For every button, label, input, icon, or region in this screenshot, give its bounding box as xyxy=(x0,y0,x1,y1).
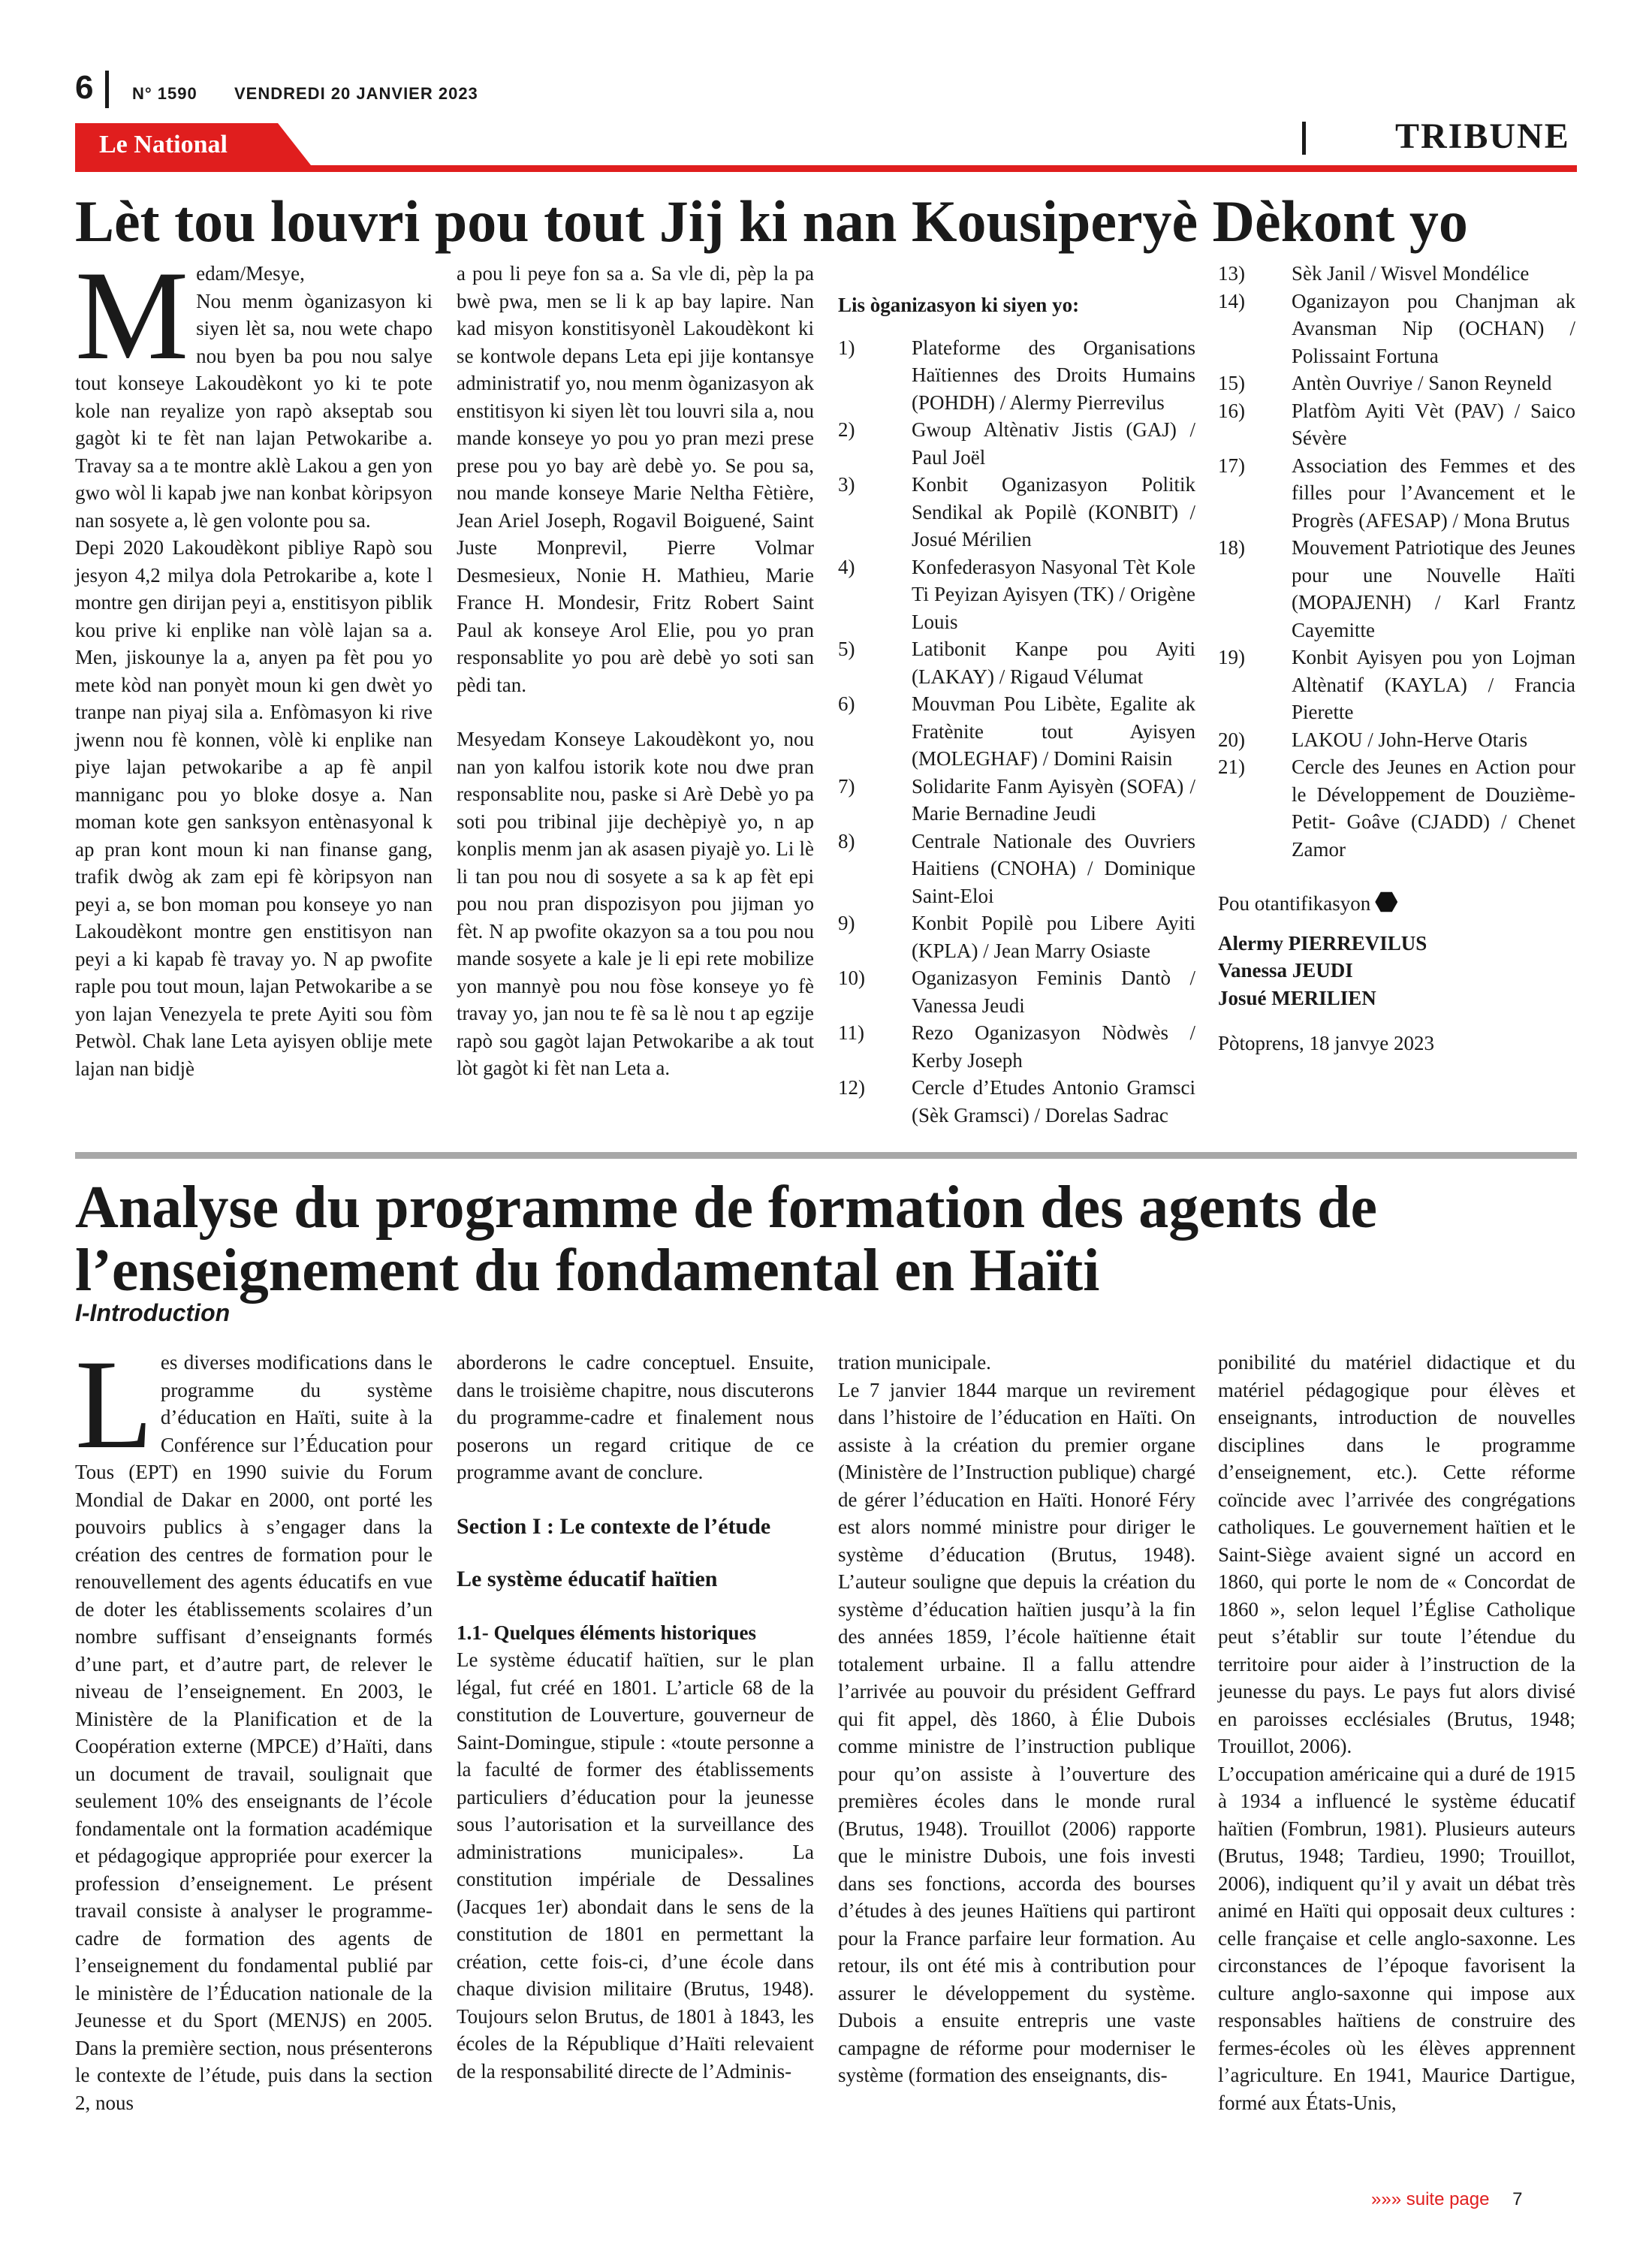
paragraph: a pou li peye fon sa a. Sa vle di, pèp la pa bwè pwa, men se li k ap bay lapire. Nan kad misyon konstitisyonèl Lakoudèkont ki se kontwole depans Leta epi jije kontansye administratif yo, nou menm òganizasyon ak enstitisyon ki siyen lèt tou louvri sila a, nou mande konseye yo pou yo pran mezi prese prese pou yo bay arè debè yo. Se pou sa, nou mande konseye Marie Neltha Fètière, Jean Ariel Joseph, Rogavil Boiguené, Saint Juste Monprevil, Pierre Volmar Desmesieux, Nonie H. Mathieu, Marie France H. Mondesir, Fritz Robert Saint Paul ak konseye Arol Elie, pou yo pran responsablite yo pou arè debè yo soti san pèdi tan. xyxy=(457,262,814,696)
list-item xyxy=(838,828,1195,910)
list-item xyxy=(838,690,1195,773)
place-date: Pòtoprens, 18 janvye 2023 xyxy=(1218,1032,1434,1054)
list-item-text: Association des Femmes et des filles pour l’Avancement et le Progrès (AFESAP) / Mona Brutus xyxy=(1292,454,1575,532)
article-column xyxy=(838,1349,1195,2089)
signatory-name: Alermy PIERREVILUS xyxy=(1218,931,1427,955)
list-item-number: 16) xyxy=(1218,399,1245,422)
list-item xyxy=(838,909,1195,964)
paragraph: ponibilité du matériel didactique et du matériel pédagogique pour élèves et enseignants, introduction de nouvelles disciplines dans le programme d’enseignement, etc.). Cette réforme coïncide avec l’arrivée des congrégations catholiques. Le gouvernement haïtien et le Saint-Siège avaient signé un accord en 1860, qui porte le nom de « Concordat de 1860 », selon lequel l’Église Catholique peut s’établir sur toute l’étendue du territoire pour aider à l’instruction de la jeunesse du pays. Le pays fut alors divisé en paroisses ecclésiales (Brutus, 1948; Trouillot, 2006). xyxy=(1218,1351,1575,1757)
list-item-text: Sèk Janil / Wisvel Mondélice xyxy=(1292,262,1530,285)
list-item-text: Mouvman Pou Libète, Egalite ak Fratènite tout Ayisyen (MOLEGHAF) / Domini Raisin xyxy=(912,692,1195,770)
continued-label: suite page xyxy=(1406,2189,1490,2209)
list-item xyxy=(1218,260,1575,288)
paragraph: L’occupation américaine qui a duré de 1915 à 1934 a influencé le système éducatif haïtien (Fombrun, 1981). Plusieurs auteurs (Brutus, 1948; Tardieu, 1990; Trouillot, 2006), indiquent qu’il y avait un débat très animé en Haïti qui opposait deux cultures : celle française et celle anglo-saxonne. Les circonstances de l’époque favorisent la culture anglo-saxonne qui impose aux responsables haïtiens de construire des fermes-écoles où les élèves apprennent l’agriculture. En 1941, Maurice Dartigue, formé aux États-Unis, xyxy=(1218,1762,1575,2114)
article-column xyxy=(457,1349,814,2085)
signatory-list-continued xyxy=(1218,260,1575,1057)
list-item-number: 6) xyxy=(838,692,855,715)
section-subheading: Le système éducatif haïtien xyxy=(457,1567,718,1591)
list-item xyxy=(1218,369,1575,397)
list-item xyxy=(1218,644,1575,726)
list-item xyxy=(1218,726,1575,754)
article-separator xyxy=(75,1152,1577,1159)
article-column xyxy=(457,260,814,1082)
list-item-number: 5) xyxy=(838,638,855,660)
list-item xyxy=(1218,397,1575,452)
list-item-text: Plateforme des Organisations Haïtiennes des Droits Humains (POHDH) / Alermy Pierrevilus xyxy=(912,336,1195,414)
article-subtitle: I-Introduction xyxy=(75,1299,231,1326)
section-divider xyxy=(1302,122,1306,155)
list-item-text: Konbit Ayisyen pou yon Lojman Altènatif (KAYLA) / Francia Pierette xyxy=(1292,646,1575,723)
article-title: Lèt tou louvri pou tout Jij ki nan Kousiperyè Dèkont yo xyxy=(75,189,1468,254)
list-item-text: Oganizasyon Feminis Dantò / Vanessa Jeudi xyxy=(912,967,1195,1017)
list-heading: Lis òganizasyon ki siyen yo: xyxy=(838,294,1080,316)
list-item-text: Cercle d’Etudes Antonio Gramsci (Sèk Gramsci) / Dorelas Sadrac xyxy=(912,1076,1195,1126)
list-item-number: 17) xyxy=(1218,454,1245,477)
list-item xyxy=(838,471,1195,553)
list-item-number: 2) xyxy=(838,418,855,441)
list-item-number: 13) xyxy=(1218,262,1245,285)
list-item xyxy=(1218,534,1575,644)
list-item-number: 10) xyxy=(838,967,865,989)
list-item-text: Centrale Nationale des Ouvriers Haitiens (CNOHA) / Dominique Saint-Eloi xyxy=(912,829,1195,907)
paragraph: Le 7 janvier 1844 marque un revirement dans l’histoire de l’éducation en Haïti. On assiste à la création du premier organe (Ministère de l’Instruction publique) chargé de gérer l’éducation en Haïti. Honoré Féry est alors nommé ministre pour diriger le système d’éducation (Brutus, 1948). L’auteur souligne que depuis la création du système d’éducation haïtien jusqu’à la fin des années 1859, l’école haïtienne était totalement urbaine. Il a fallu attendre l’arrivée au pouvoir du président Geffrard qui fit appel, dès 1860, à Élie Dubois comme ministre de l’instruction publique pour qu’on assiste à l’ouverture des premières écoles dans le monde rural (Brutus, 1948). Trouillot (2006) rapporte que le ministre Dubois, une fois investi dans ses fonctions, accorda des bourses d’études à des jeunes Haïtiens qui partiront pour la France parfaire leur formation. Au retour, ils ont été mis à contribution pour assurer le développement du système. Dubois a ensuite entrepris une vaste campagne de réforme pour moderniser le système (formation des enseignants, dis- xyxy=(838,1378,1195,2086)
list-item-number: 3) xyxy=(838,473,855,496)
continued-page: 7 xyxy=(1512,2189,1523,2209)
list-item-number: 7) xyxy=(838,774,855,798)
list-item-number: 8) xyxy=(838,829,855,852)
list-item xyxy=(838,1019,1195,1074)
list-item-text: Solidarite Fanm Ayisyèn (SOFA) / Marie Bernadine Jeudi xyxy=(912,774,1195,825)
list-item xyxy=(838,334,1195,417)
list-item xyxy=(1218,452,1575,535)
paragraph: aborderons le cadre conceptuel. Ensuite, dans le troisième chapitre, nous discuterons du programme-cadre et finalement nous poserons un regard critique de ce programme avant de conclure. xyxy=(457,1351,814,1483)
section-label: TRIBUNE xyxy=(1395,116,1570,156)
paragraph: tration municipale. xyxy=(838,1351,991,1374)
list-item xyxy=(1218,753,1575,863)
page-number: 6 xyxy=(75,69,94,106)
paragraph: Nou menm òganizasyon ki siyen lèt sa, nou wete chapo nou byen ba pou nou salye tout konseye Lakoudèkont yo ki te pote kole nan reyalize yon rapò akseptab sou gagòt ki te fèt nan lajan Petwokaribe a. Travay sa a te montre aklè Lakou a gen yon gwo wòl li kapab jwe nan konbat kòripsyon nan sosyete a, lè gen volonte pou sa. xyxy=(75,289,433,532)
list-item-text: Gwoup Altènativ Jistis (GAJ) / Paul Joël xyxy=(912,418,1195,469)
list-item-number: 4) xyxy=(838,555,855,578)
list-item-text: Konbit Popilè pou Libere Ayiti (KPLA) / Jean Marry Osiaste xyxy=(912,912,1195,962)
salutation: edam/Mesye, xyxy=(196,262,305,285)
paragraph: es diverses modifications dans le programme du système d’éducation en Haïti, suite à la Conférence sur l’Éducation pour Tous (EPT) en 1990 suivie du Forum Mondial de Dakar en 2000, ont porté les pouvoirs publics à s’engager dans la création des centres de formation pour le renouvellement des agents éducatifs en vue de doter les établissements scolaires d’un nombre suffisant d’enseignants formés d’une part, et d’autre part, de relever le niveau de l’enseignement. En 2003, le Ministère de la Planification et de la Coopération externe (MPCE) d’Haïti, dans un document de travail, soulignait que seulement 10% des enseignants de l’école fondamentale ont la formation académique et pédagogique appropriée pour exercer la profession d’enseignement. Le présent travail consiste à analyser le programme-cadre de formation des agents de l’enseignement du fondamental publié par le ministère de l’Éducation nationale de la Jeunesse et du Sport (MENJS) en 2005. Dans la première section, nous présenterons le contexte de l’étude, puis dans la section 2, nous xyxy=(75,1351,433,2114)
list-item-text: Latibonit Kanpe pou Ayiti (LAKAY) / Rigaud Vélumat xyxy=(912,638,1195,688)
paragraph: Mesyedam Konseye Lakoudèkont yo, nou nan yon kalfou istorik kote nou dwe pran responsablite nou, paske si Arè Debè yo pa soti pou tribinal jije dechèpiyè yo, n ap konplis menm jan ak asasen piyajè yo. Li lè li tan pou nou di sosyete a sa k ap fèt epi pou nou pran dispozisyon pou jijman yo fèt. N ap pwofite okazyon sa a tou pou nou mande sosyete a kale je li epi rete mobilize yon mannyè pou nou fòse konseye yo fè travay yo, jan nou te fè sa lè nou t ap egzije rapò sou gagòt lajan Petwokaribe a ak tout lòt gagòt ki fèt nan Leta a. xyxy=(457,728,814,1079)
list-item xyxy=(838,773,1195,828)
list-item-text: Antèn Ouvriye / Sanon Reyneld xyxy=(1292,372,1552,394)
list-item-text: Platfòm Ayiti Vèt (PAV) / Saico Sévère xyxy=(1292,399,1575,449)
drop-cap: L xyxy=(75,1334,153,1475)
list-item xyxy=(838,964,1195,1019)
list-item-text: Konbit Oganizasyon Politik Sendikal ak Popilè (KONBIT) / Josué Mérilien xyxy=(912,473,1195,550)
seal-icon xyxy=(1375,891,1397,913)
article-title: Analyse du programme de formation des agents de l’enseignement du fondamental en Haïti xyxy=(75,1175,1378,1304)
list-item-number: 20) xyxy=(1218,728,1245,751)
list-item xyxy=(838,1074,1195,1129)
signatory-name: Josué MERILIEN xyxy=(1218,986,1376,1009)
header-rule xyxy=(75,165,1577,172)
list-item-text: Mouvement Patriotique des Jeunes pour une Nouvelle Haïti (MOPAJENH) / Karl Frantz Cayemitte xyxy=(1292,536,1575,641)
list-item-number: 11) xyxy=(838,1021,864,1044)
list-item-text: Konfederasyon Nasyonal Tèt Kole Ti Peyizan Ayisyen (TK) / Origène Louis xyxy=(912,555,1195,633)
paragraph: Le système éducatif haïtien, sur le plan légal, fut créé en 1801. L’article 68 de la constitution de Louverture, gouverneur de Saint-Domingue, stipule : «toute personne a la faculté de former des établissements particuliers d’éducation pour la jeunesse sous l’autorisation et la surveillance des administrations municipales». La constitution impériale de Dessalines (Jacques 1er) abondait dans le sens de la constitution de 1801 en permettant la création, cette fois-ci, d’une école dans chaque division militaire (Brutus, 1948). Toujours selon Brutus, de 1801 à 1843, les écoles de la République d’Haïti relevaient de la responsabilité directe de l’Adminis- xyxy=(457,1648,814,2083)
issue-number: N° 1590 xyxy=(132,84,197,103)
continued-link[interactable] xyxy=(1371,2189,1523,2210)
article-column xyxy=(75,245,433,1082)
signatory-list xyxy=(838,260,1195,1129)
list-item xyxy=(1218,288,1575,370)
subsection-heading: 1.1- Quelques éléments historiques xyxy=(457,1621,757,1644)
list-item xyxy=(838,416,1195,471)
article-column xyxy=(1218,1349,1575,2116)
list-item-text: Oganizayon pou Chanjman ak Avansman Nip (OCHAN) / Polissaint Fortuna xyxy=(1292,289,1575,367)
list-item-number: 18) xyxy=(1218,536,1245,559)
issue-date: VENDREDI 20 JANVIER 2023 xyxy=(234,84,478,103)
list-item-number: 14) xyxy=(1218,289,1245,312)
list-item-text: Rezo Oganizasyon Nòdwès / Kerby Joseph xyxy=(912,1021,1195,1072)
brand-name: Le National xyxy=(99,131,228,158)
list-item-number: 9) xyxy=(838,912,855,934)
list-item-number: 19) xyxy=(1218,646,1245,668)
drop-cap: M xyxy=(75,245,189,386)
article-column xyxy=(75,1334,433,2116)
list-item xyxy=(838,553,1195,636)
authentication-label: Pou otantifikasyon xyxy=(1218,892,1371,915)
page-number-divider xyxy=(105,71,109,108)
list-item-number: 21) xyxy=(1218,756,1245,778)
continue-arrows-icon: »»» xyxy=(1371,2189,1402,2209)
list-item-number: 12) xyxy=(838,1076,865,1099)
paragraph: Depi 2020 Lakoudèkont pibliye Rapò sou jesyon 4,2 milya dola Petrokaribe a, kote l montre gen dirijan peyi a, enstitisyon piblik kou prive ki enplike nan vòlè lajan sa a. Men, jiskounye la a, anyen pa fèt pou yo mete kòd nan ponyèt moun ki gen dwèt yo tranpe nan piyaj sila a. Enfòmasyon ki rive jwenn nou fè konnen, vòlè ki enplike nan piye lajan petwokaribe a ap fè anpil manniganс pou yo bloke dosye a. Nan moman kote gen sanksyon entènasyonal k ap pran kont moun ki nan finanse gang, trafik dwòg ak zam epi fè kòripsyon nan peyi a, se bon moman pou konseye yo nan Lakoudèkont montre gen enstitisyon nan peyi a ki kapab fè travay yo. N ap pwofite raple pou tout moun, lajan Petwokaribe a se yon lajan Venezyela te prete Ayiti sou fòm Petwòl. Chak lane Leta ayisyen oblije mete lajan nan bidjè xyxy=(75,536,433,1080)
section-heading: Section I : Le contexte de l’étude xyxy=(457,1513,771,1539)
list-item-text: LAKOU / John-Herve Otaris xyxy=(1292,728,1528,751)
list-item-number: 1) xyxy=(838,336,855,359)
list-item-number: 15) xyxy=(1218,372,1245,394)
list-item-text: Cercle des Jeunes en Action pour le Développement de Douzième-Petit- Goâve (CJADD) / Chenet Zamor xyxy=(1292,756,1575,861)
list-item xyxy=(838,635,1195,690)
authentication-line xyxy=(1218,890,1575,918)
signatory-name: Vanessa JEUDI xyxy=(1218,959,1353,982)
